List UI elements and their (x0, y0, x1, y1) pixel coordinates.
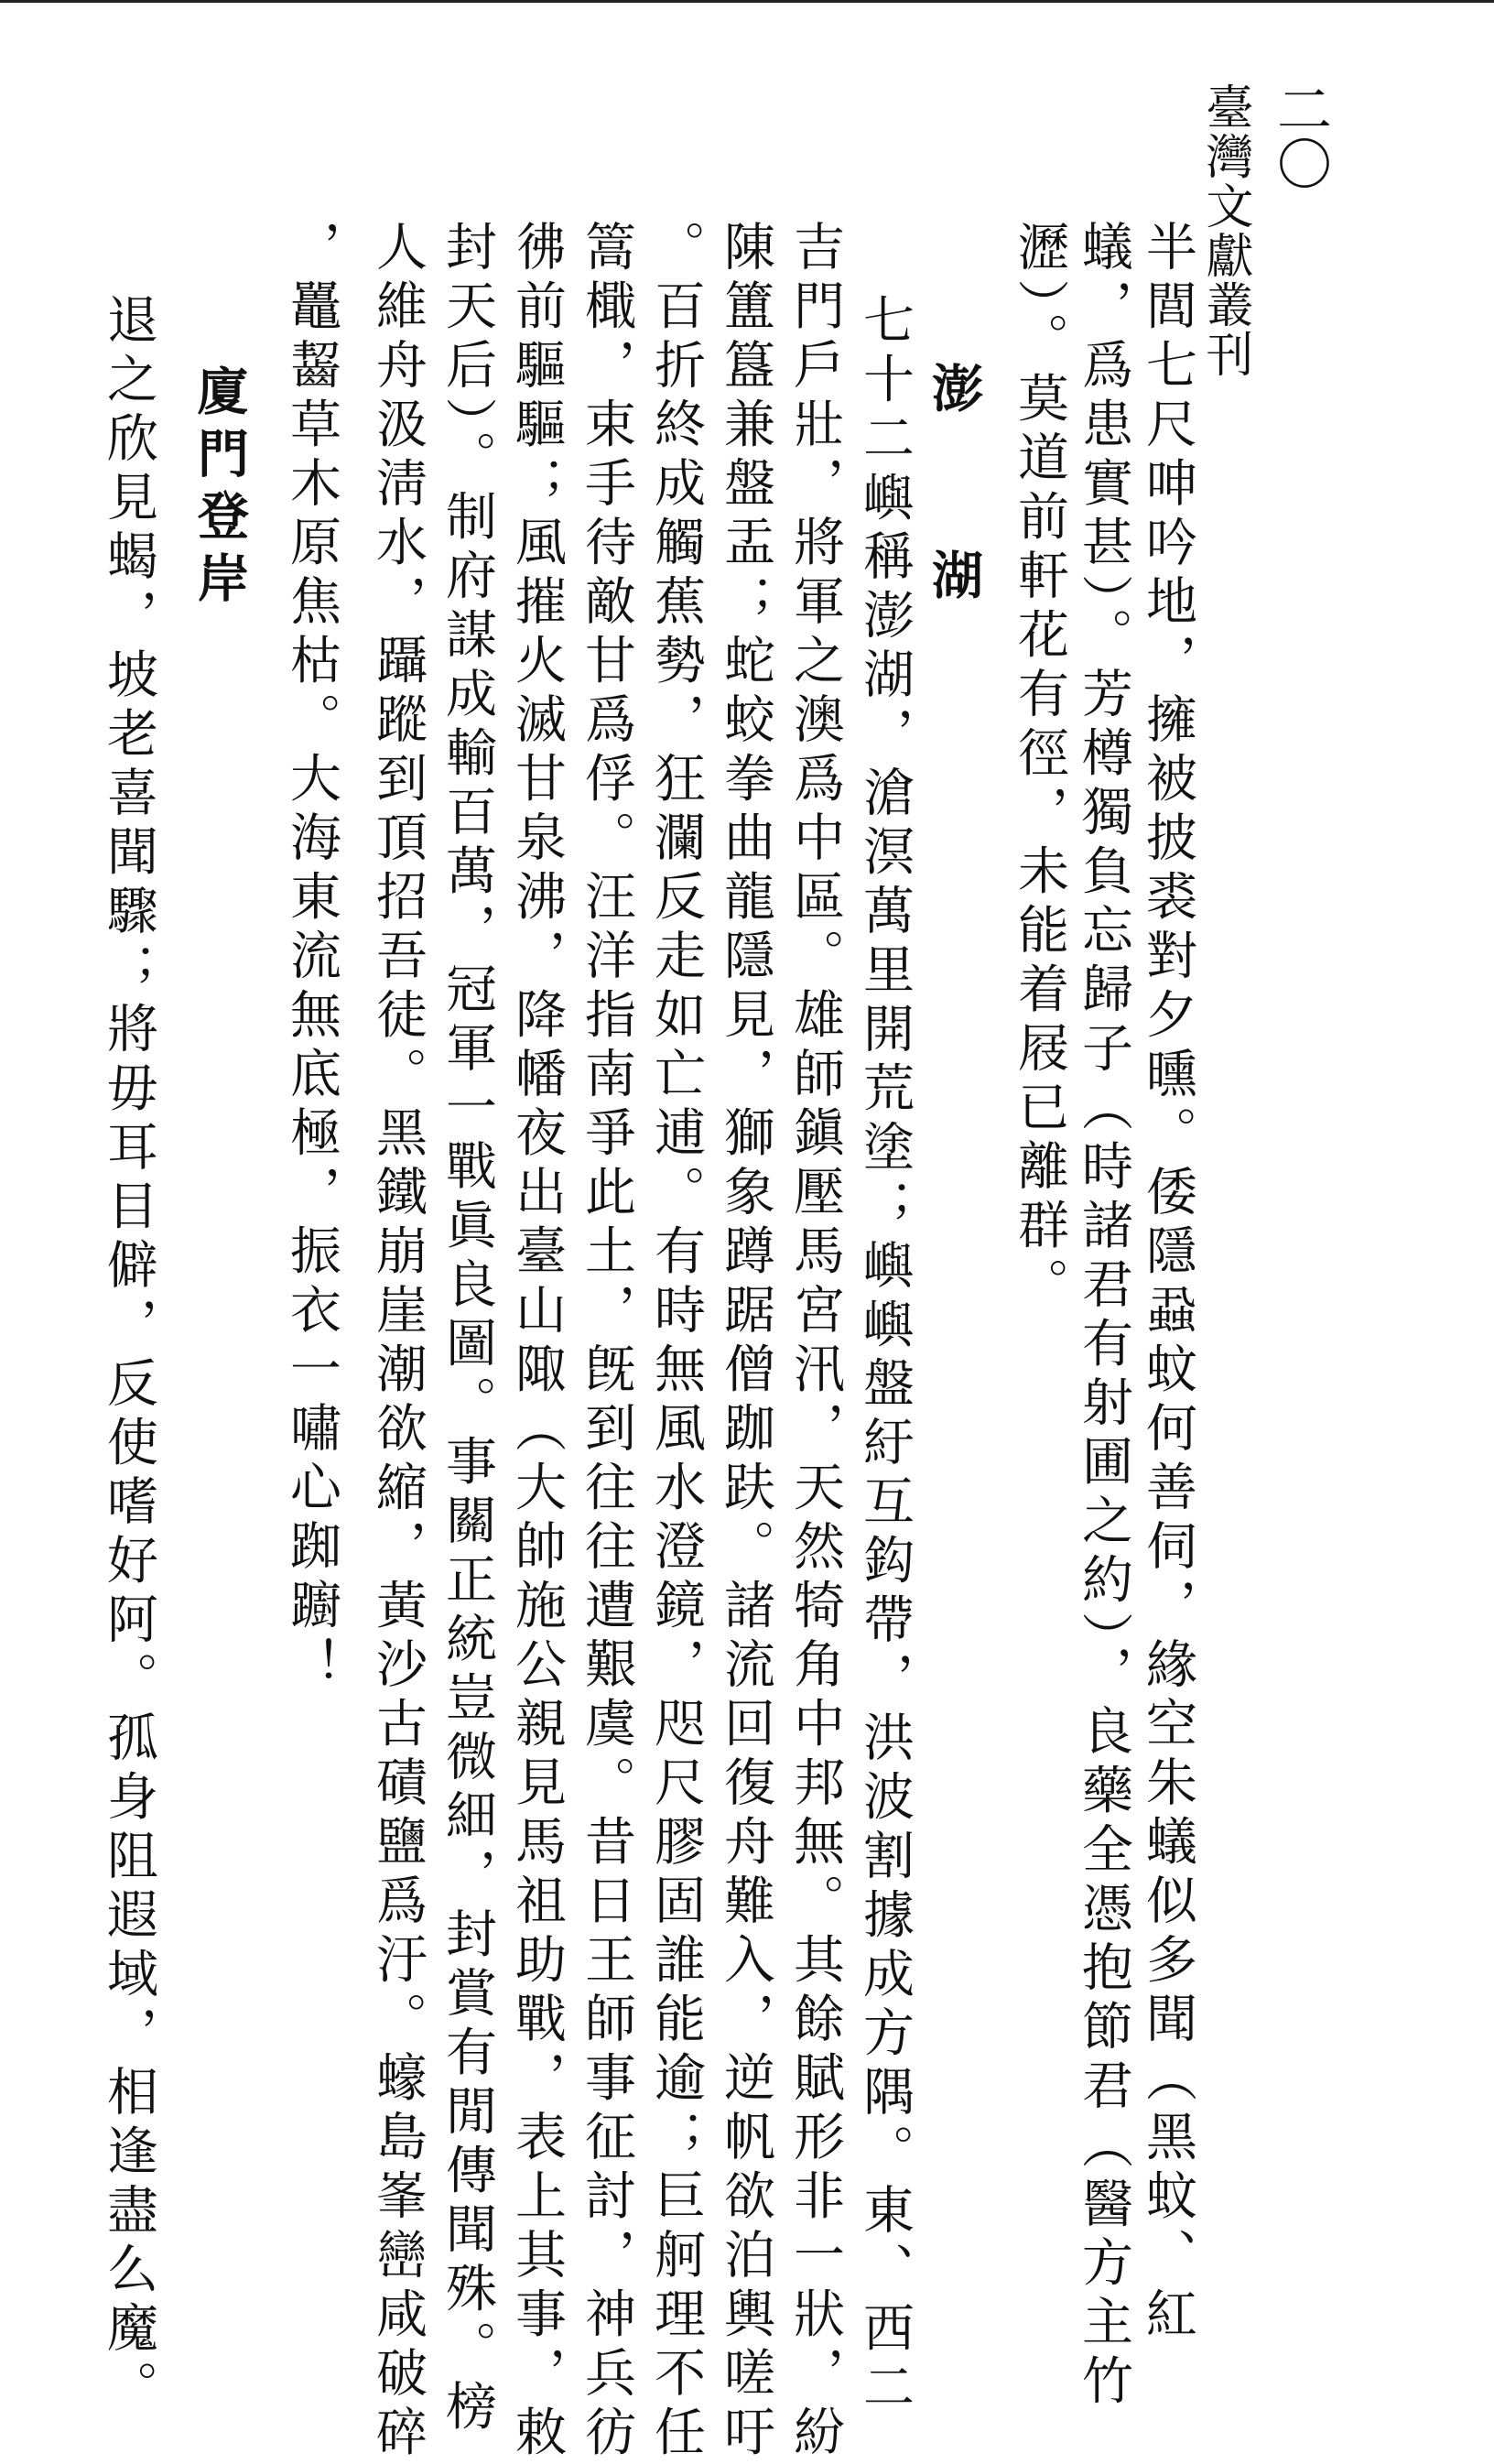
text-column: 退之欣見蝎，坡老喜聞驟；將毋耳目僻，反使嗜好阿。孤身阻遐域，相逢盡么魔。 (99, 293, 158, 2419)
top-rule (0, 0, 1494, 3)
section-heading: 澎 湖 (924, 362, 984, 642)
text-column: 七十二嶼稱澎湖，滄溟萬里開荒塗；嶼嶼盤紆互鈎帶，洪波割據成方隅。東、西二 (855, 293, 915, 2419)
section-heading: 廈門登岸 (189, 364, 250, 613)
text-column: 封天后）。制府謀成輸百萬，冠軍一戰眞良圖。事關正統豈微細，封賞有閒傳聞殊。榜 (438, 220, 497, 2438)
text-column: 蟻，爲患實甚）。芳樽獨負忘歸子（時諸君有射圃之約），良藥全憑抱節君（醫方主竹 (1074, 220, 1133, 2413)
text-column: 。百折終成觸蕉勢，狂瀾反走如亡逋。有時無風水澄鏡，咫尺膠固誰能逾；巨舸理不任 (646, 220, 706, 2464)
text-column: 篙檝，束手待敵甘爲俘。汪洋指南爭此土，旣到往往遭艱虞。昔日王師事征討，神兵彷 (577, 220, 636, 2464)
page-number: 二〇 (1268, 81, 1332, 190)
text-column: 瀝）。莫道前軒花有徑，未能着屐已離群。 (1010, 220, 1069, 1317)
text-column: 陳簠簋兼盤盂；蛇蛟拳曲龍隱見，獅象蹲踞僧跏趺。諸流回復舟難入，逆帆欲泊輿嗟吁 (716, 220, 775, 2464)
text-column: 吉門戶壯，將軍之澳爲中區。雄師鎭壓馬宮汛，天然犄角中邦無。其餘賦形非一狀，紛 (785, 220, 845, 2464)
text-column: ，鼉齧草木原焦枯。大海東流無底極，振衣一嘯心踟躕！ (282, 220, 341, 1697)
text-column: 彿前驅驅；風摧火滅甘泉沸，降幡夜出臺山陬（大帥施公親見馬祖助戰，表上其事，敕 (507, 220, 567, 2464)
text-column: 人維舟汲淸水，躡蹤到頂招吾徒。黑鐵崩崖潮欲縮，黃沙古磧鹽爲汙。蠔島峯巒咸破碎 (368, 220, 428, 2464)
text-column: 半閭七尺呻吟地，擁被披裘對夕曛。倭隱蝨蚊何善伺，緣空朱蟻似多聞（黑蚊、紅 (1138, 220, 1197, 2346)
series-title: 臺灣文獻叢刊 (1197, 82, 1252, 379)
